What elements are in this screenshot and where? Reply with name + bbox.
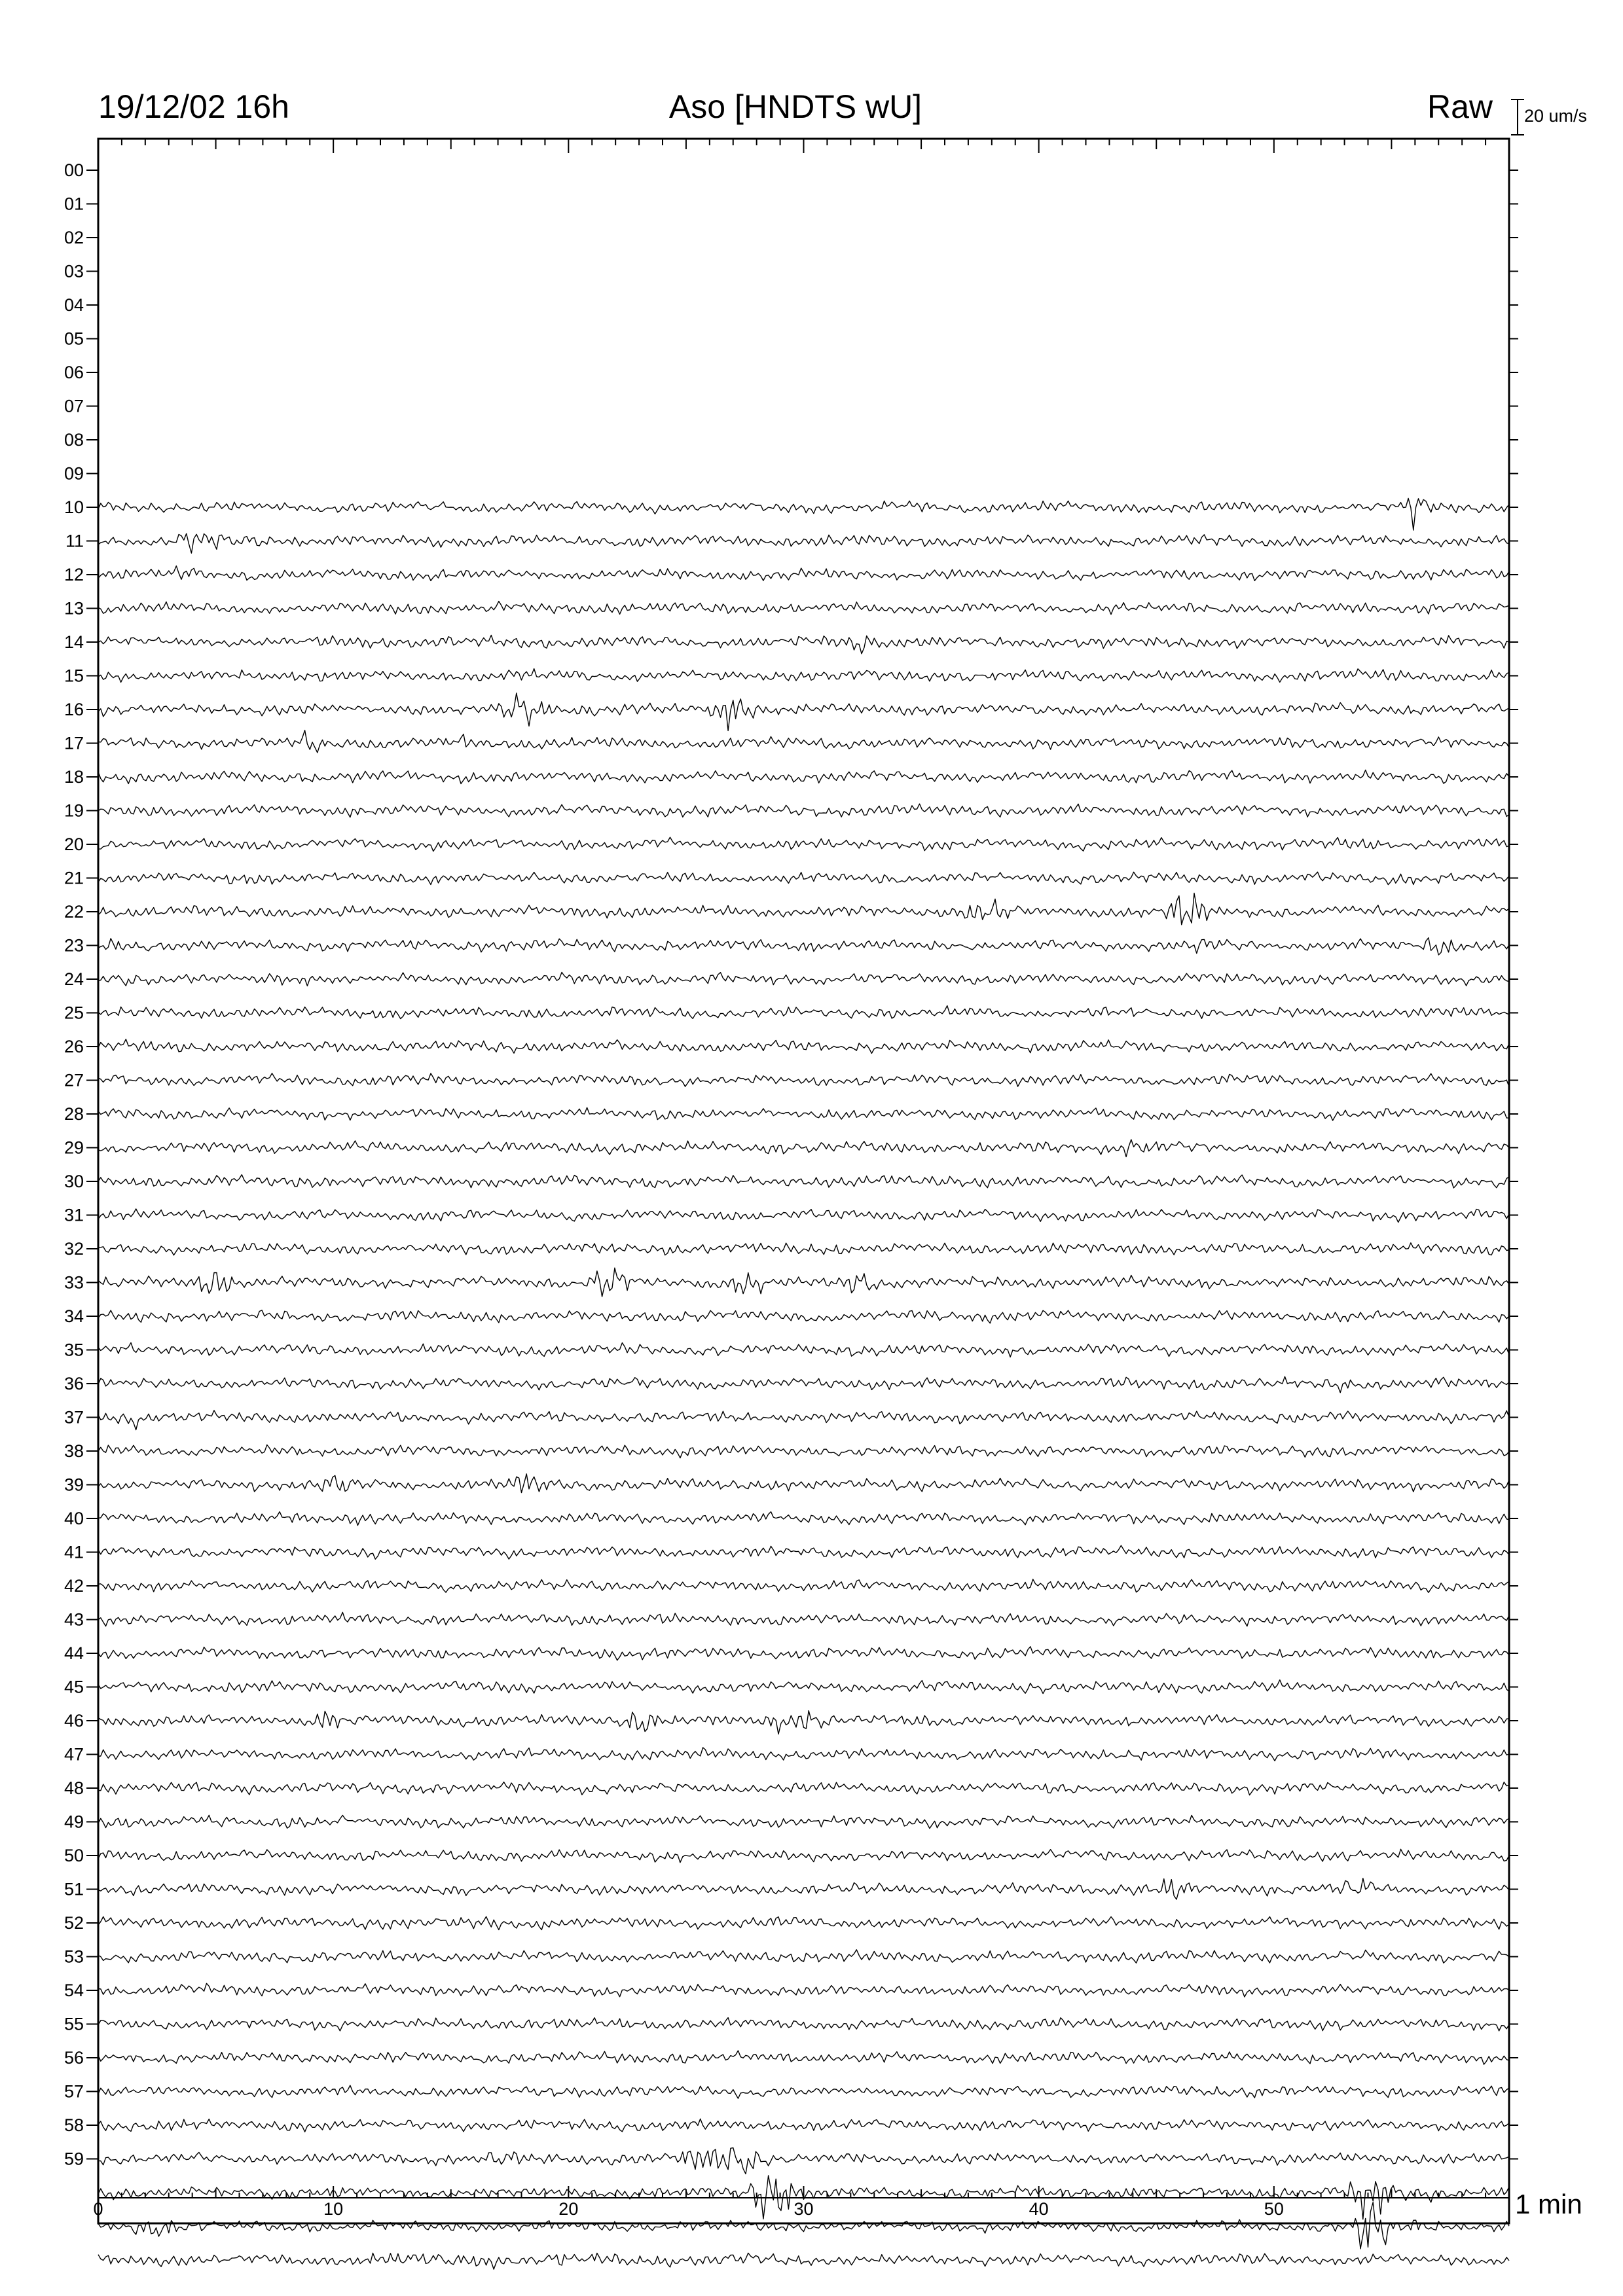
header-mode: Raw (1427, 88, 1493, 125)
row-labels (64, 160, 84, 2169)
trace-line (98, 1579, 1509, 1592)
trace-line (98, 938, 1509, 955)
trace-line (98, 1175, 1509, 1188)
row-label: 06 (64, 363, 84, 382)
trace-line (98, 730, 1509, 753)
trace-line (98, 636, 1509, 654)
trace-line (98, 804, 1509, 817)
row-label: 24 (64, 969, 84, 989)
trace-line (98, 533, 1509, 553)
row-label: 57 (64, 2081, 84, 2102)
trace-line (98, 1545, 1509, 1559)
trace-line (98, 669, 1509, 683)
trace-line (98, 1983, 1509, 1997)
row-label: 49 (64, 1812, 84, 1832)
row-label: 37 (64, 1407, 84, 1427)
row-label: 22 (64, 902, 84, 922)
row-label: 05 (64, 329, 84, 349)
row-label: 58 (64, 2115, 84, 2135)
row-label: 55 (64, 2014, 84, 2034)
row-label: 08 (64, 430, 84, 450)
x-tick-label: 40 (1029, 2199, 1049, 2219)
row-label: 11 (65, 531, 84, 551)
row-label: 19 (64, 800, 84, 821)
trace-line (98, 1006, 1509, 1019)
row-label: 18 (64, 767, 84, 787)
trace-line (98, 1039, 1509, 1054)
trace-line (98, 1815, 1509, 1828)
trace-line (98, 2018, 1509, 2031)
scale-bar (1511, 99, 1524, 135)
row-label: 03 (64, 261, 84, 281)
trace-line (98, 1647, 1509, 1660)
row-label: 45 (64, 1677, 84, 1697)
x-tick-label: 0 (93, 2199, 103, 2219)
x-tick-label: 50 (1264, 2199, 1284, 2219)
trace-line (98, 1680, 1509, 1694)
row-label: 48 (64, 1778, 84, 1798)
row-label: 26 (64, 1037, 84, 1056)
trace-line (98, 601, 1509, 615)
row-label: 33 (64, 1272, 84, 1293)
row-ticks (86, 170, 1518, 2159)
x-tick-label: 20 (558, 2199, 579, 2219)
x-tick-label: 10 (323, 2199, 344, 2219)
row-label: 17 (64, 733, 84, 753)
trace-line (98, 1073, 1509, 1087)
trace-line (98, 498, 1509, 530)
row-label: 21 (64, 868, 84, 888)
row-label: 43 (64, 1609, 84, 1630)
row-label: 00 (64, 160, 84, 180)
row-label: 15 (64, 666, 84, 686)
trace-line (98, 1612, 1509, 1626)
row-label: 54 (64, 1981, 84, 2000)
row-label: 01 (64, 194, 84, 214)
row-label: 23 (64, 935, 84, 956)
row-label: 50 (64, 1846, 84, 1865)
trace-line (98, 2085, 1509, 2098)
trace-line (98, 893, 1509, 925)
trace-line (98, 1209, 1509, 1223)
seismic-traces (98, 498, 1509, 2269)
trace-line (98, 1916, 1509, 1929)
trace-line (98, 1849, 1509, 1862)
trace-line (98, 1445, 1509, 1458)
trace-line (98, 1139, 1509, 1157)
row-label: 41 (64, 1542, 84, 1562)
row-label: 52 (64, 1913, 84, 1933)
row-label: 51 (64, 1879, 84, 1899)
row-label: 53 (64, 1946, 84, 1967)
row-label: 28 (64, 1104, 84, 1124)
row-label: 47 (64, 1744, 84, 1765)
trace-line (98, 1748, 1509, 1761)
scale-bar-label: 20 um/s (1524, 106, 1588, 126)
row-label: 16 (64, 700, 84, 719)
row-label: 31 (64, 1205, 84, 1225)
trace-line (98, 1711, 1509, 1734)
trace-line (98, 1243, 1509, 1255)
trace-line (98, 1782, 1509, 1795)
trace-line (98, 2148, 1509, 2174)
trace-line (98, 1268, 1509, 1297)
trace-line (98, 1512, 1509, 1526)
row-label: 32 (64, 1239, 84, 1259)
row-label: 04 (64, 295, 84, 315)
row-label: 07 (64, 396, 84, 416)
row-label: 44 (64, 1643, 84, 1663)
trace-line (98, 2119, 1509, 2132)
header-datetime: 19/12/02 16h (98, 88, 289, 125)
row-label: 20 (64, 834, 84, 854)
header-station: Aso [HNDTS wU] (668, 88, 922, 125)
row-label: 36 (64, 1374, 84, 1393)
trace-line (98, 566, 1509, 581)
trace-line (98, 2051, 1509, 2064)
row-label: 56 (64, 2048, 84, 2068)
trace-line (98, 1410, 1509, 1430)
trace-line (98, 1310, 1509, 1323)
row-label: 46 (64, 1711, 84, 1731)
trace-line (98, 2253, 1509, 2269)
row-label: 10 (64, 497, 84, 517)
row-label: 34 (64, 1306, 84, 1326)
row-label: 29 (64, 1138, 84, 1158)
trace-line (98, 1376, 1509, 1393)
row-label: 13 (64, 598, 84, 619)
trace-line (98, 1343, 1509, 1357)
x-axis-unit-label: 1 min (1515, 2189, 1582, 2219)
trace-line (98, 1474, 1509, 1493)
row-label: 02 (64, 228, 84, 247)
row-label: 09 (64, 463, 84, 484)
trace-line (98, 770, 1509, 784)
row-label: 12 (64, 565, 84, 584)
row-label: 59 (64, 2149, 84, 2169)
trace-line (98, 837, 1509, 851)
row-label: 25 (64, 1003, 84, 1023)
row-label: 39 (64, 1475, 84, 1495)
top-minute-ticks (98, 139, 1509, 153)
row-label: 40 (64, 1509, 84, 1528)
row-label: 42 (64, 1576, 84, 1596)
trace-line (98, 693, 1509, 730)
row-label: 35 (64, 1340, 84, 1360)
row-label: 27 (64, 1070, 84, 1090)
row-label: 38 (64, 1441, 84, 1461)
row-label: 30 (64, 1172, 84, 1191)
trace-line (98, 1950, 1509, 1963)
trace-line (98, 973, 1509, 986)
row-label: 14 (64, 632, 84, 652)
trace-line (98, 1107, 1509, 1121)
trace-line (98, 872, 1509, 884)
x-tick-label: 30 (793, 2199, 814, 2219)
trace-line (98, 1878, 1509, 1899)
